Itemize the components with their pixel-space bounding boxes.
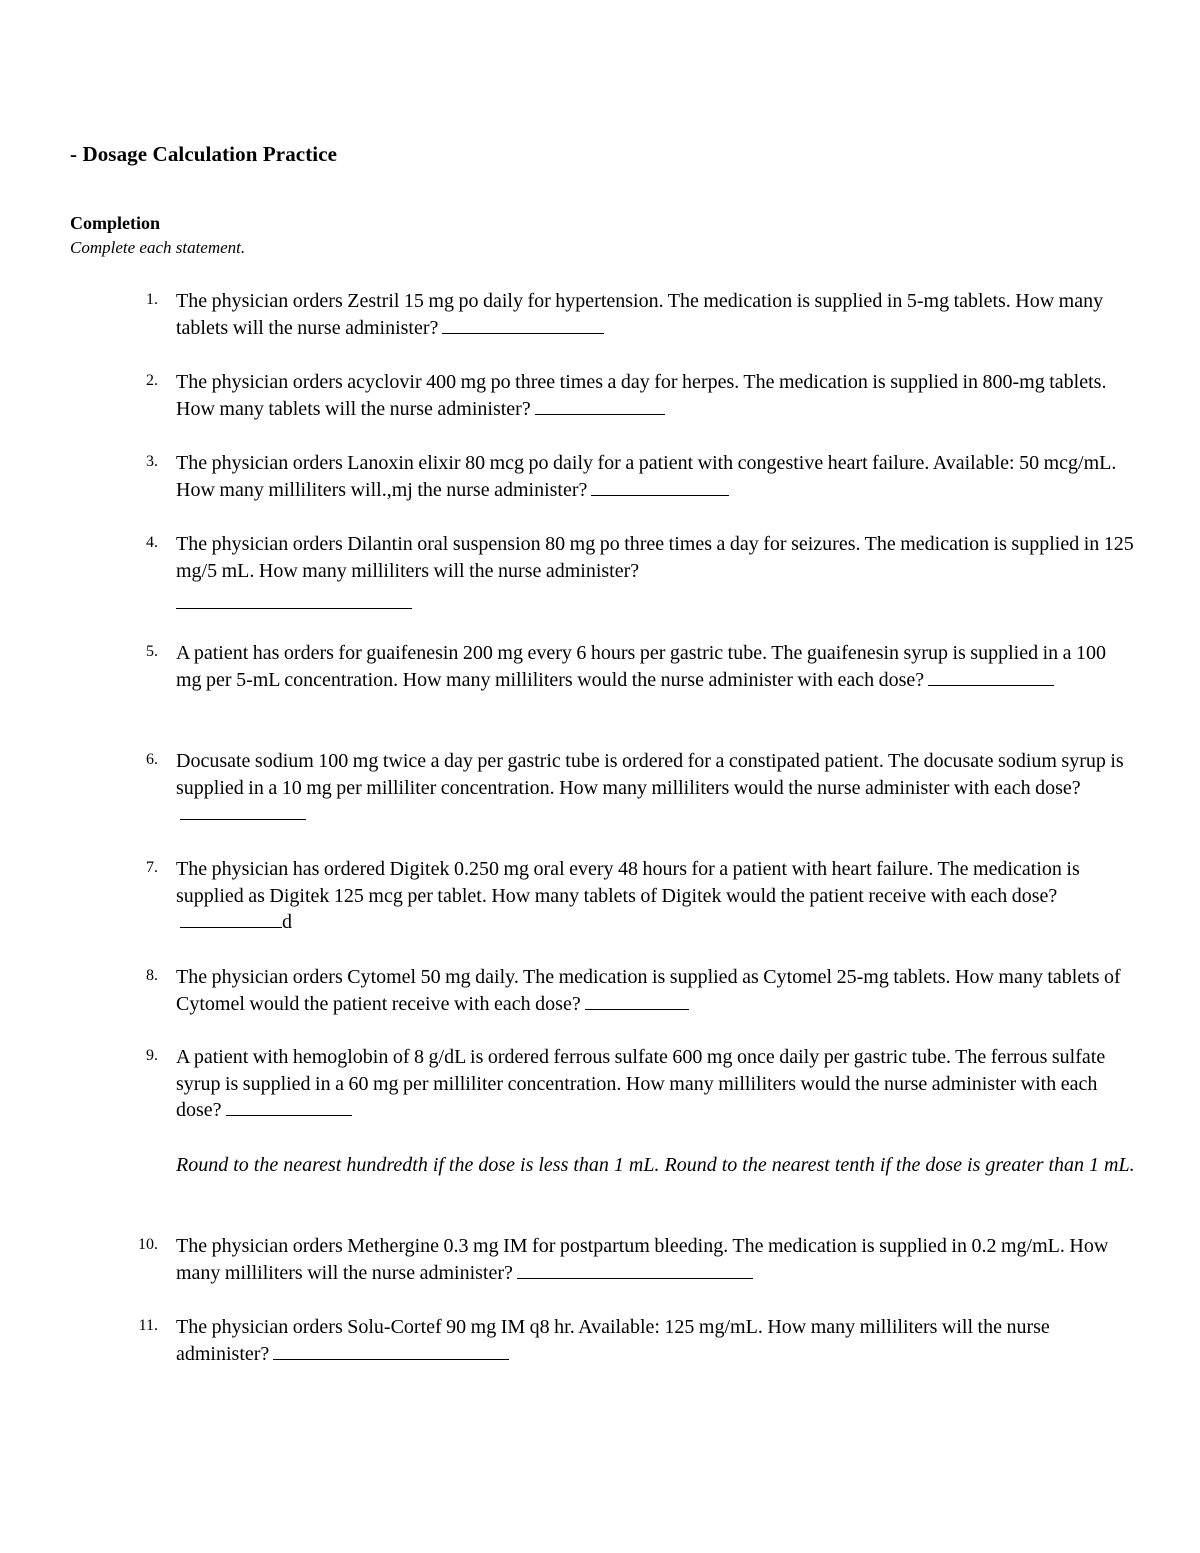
question-text-container <box>176 531 1136 609</box>
answer-blank[interactable] <box>180 801 306 820</box>
question-text-container <box>176 1044 1136 1124</box>
question-text: The physician has ordered Digitek 0.250 mg oral every 48 hours for a patient with heart failure. The medication is supplied as Digitek 125 mcg per tablet. How many tablets of Digitek would the patient receive with each dose? <box>176 858 1080 907</box>
rounding-note: Round to the nearest hundredth if the dose is less than 1 mL. Round to the nearest tenth if the dose is greater than 1 mL. <box>176 1154 1135 1176</box>
answer-blank[interactable] <box>273 1341 509 1360</box>
question-text: The physician orders Methergine 0.3 mg IM for postpartum bleeding. The medication is supplied in 0.2 mg/mL. How many milliliters will the nurse administer? <box>176 1235 1109 1284</box>
question-text: The physician orders acyclovir 400 mg po three times a day for herpes. The medication is supplied in 800-mg tablets. How many tablets will the nurse administer? <box>176 371 1107 420</box>
question-number: 7. <box>146 859 158 876</box>
question-text: The physician orders Solu-Cortef 90 mg IM q8 hr. Available: 125 mg/mL. How many milliliters will the nurse administer? <box>176 1316 1050 1365</box>
section-instruction: Complete each statement. <box>70 238 246 257</box>
question-text-container <box>176 856 1136 936</box>
question-text: The physician orders Zestril 15 mg po daily for hypertension. The medication is supplied in 5-mg tablets. How many tablets will the nurse administer? <box>176 290 1104 339</box>
question-number: 1. <box>146 291 158 308</box>
answer-blank[interactable] <box>591 477 729 496</box>
question-text-container <box>176 369 1136 422</box>
answer-blank[interactable] <box>176 590 412 609</box>
answer-blank[interactable] <box>442 315 604 334</box>
question-text-container <box>176 748 1136 828</box>
question-text-container <box>176 1314 1136 1367</box>
question-suffix: d <box>282 911 292 933</box>
answer-blank[interactable] <box>180 909 282 928</box>
answer-blank[interactable] <box>535 396 665 415</box>
question-number: 8. <box>146 967 158 984</box>
question-text-container <box>176 964 1136 1017</box>
question-number: 11. <box>138 1317 158 1334</box>
question-text: A patient with hemoglobin of 8 g/dL is ordered ferrous sulfate 600 mg once daily per gastric tube. The ferrous sulfate syrup is supplied in a 60 mg per milliliter concentration. How many milliliters would the nurse administer with each dose? <box>176 1046 1106 1121</box>
question-text: Docusate sodium 100 mg twice a day per gastric tube is ordered for a constipated patient. The docusate sodium syrup is supplied in a 10 mg per milliliter concentration. How many milliliters would the nurse administer with each dose? <box>176 750 1124 799</box>
answer-blank[interactable] <box>226 1097 352 1116</box>
question-number: 10. <box>138 1236 158 1253</box>
question-number: 2. <box>146 372 158 389</box>
page-title: - Dosage Calculation Practice <box>70 142 338 166</box>
answer-blank[interactable] <box>585 991 689 1010</box>
question-text-container <box>176 640 1136 693</box>
question-number: 4. <box>146 534 158 551</box>
question-text-container <box>176 1233 1136 1286</box>
question-number: 9. <box>146 1047 158 1064</box>
answer-blank[interactable] <box>928 667 1054 686</box>
question-text: The physician orders Cytomel 50 mg daily. The medication is supplied as Cytomel 25-mg tablets. How many tablets of Cytomel would the patient receive with each dose? <box>176 966 1121 1015</box>
question-text: The physician orders Lanoxin elixir 80 mcg po daily for a patient with congestive heart failure. Available: 50 mcg/mL. How many milliliters will.,mj the nurse administer? <box>176 452 1117 501</box>
question-text: The physician orders Dilantin oral suspension 80 mg po three times a day for seizures. The medication is supplied in 125 mg/5 mL. How many milliliters will the nurse administer? <box>176 533 1134 582</box>
question-number: 6. <box>146 751 158 768</box>
question-number: 3. <box>146 453 158 470</box>
question-number: 5. <box>146 643 158 660</box>
question-text: A patient has orders for guaifenesin 200 mg every 6 hours per gastric tube. The guaifenesin syrup is supplied in a 100 mg per 5-mL concentration. How many milliliters would the nurse administer with each dose? <box>176 642 1107 691</box>
question-text-container <box>176 450 1136 503</box>
question-text-container <box>176 288 1136 341</box>
section-heading: Completion <box>70 213 160 233</box>
answer-blank[interactable] <box>517 1260 753 1279</box>
